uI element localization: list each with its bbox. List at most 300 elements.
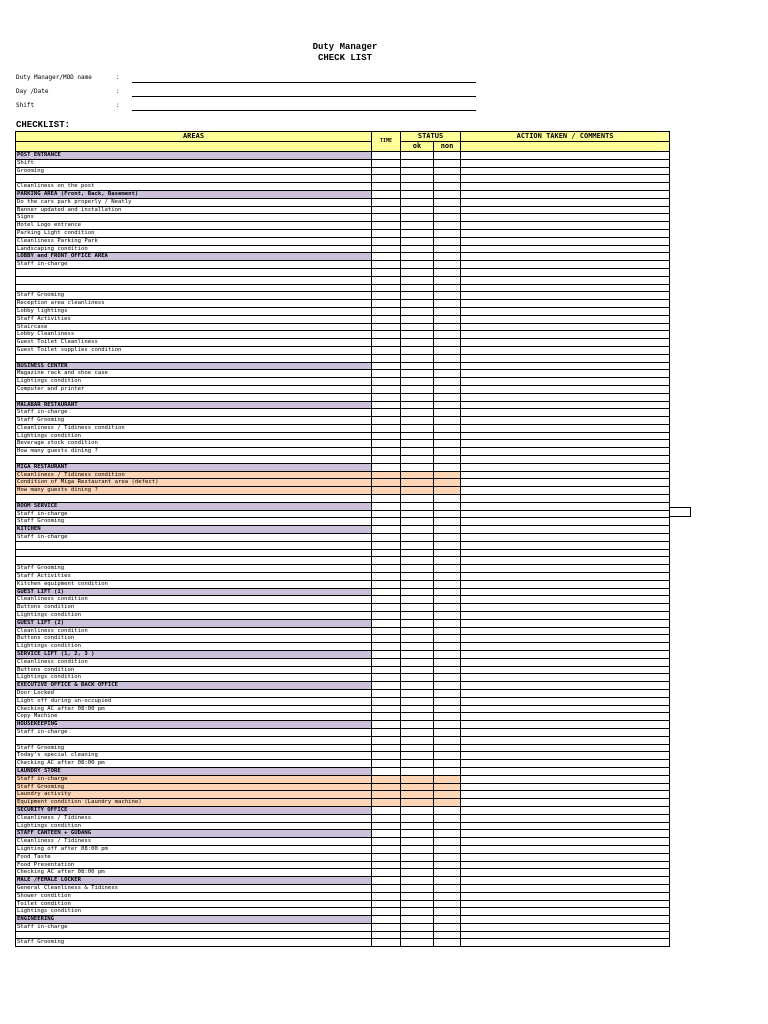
comment-cell[interactable]: [461, 596, 670, 604]
status-non-cell[interactable]: [434, 658, 461, 666]
comment-cell[interactable]: [461, 791, 670, 799]
time-cell[interactable]: [372, 752, 401, 760]
comment-cell[interactable]: [461, 900, 670, 908]
status-ok-cell[interactable]: [401, 370, 434, 378]
comment-cell[interactable]: [461, 284, 670, 292]
name-entry-cell[interactable]: [116, 268, 372, 276]
comment-cell[interactable]: [461, 385, 670, 393]
status-ok-cell[interactable]: [401, 604, 434, 612]
status-non-cell[interactable]: [434, 323, 461, 331]
status-non-cell[interactable]: [434, 167, 461, 175]
status-ok-cell[interactable]: [401, 760, 434, 768]
status-non-cell[interactable]: [434, 206, 461, 214]
status-ok-cell[interactable]: [401, 214, 434, 222]
comment-cell[interactable]: [461, 814, 670, 822]
comment-cell[interactable]: [461, 432, 670, 440]
status-ok-cell[interactable]: [401, 261, 434, 269]
comment-cell[interactable]: [461, 300, 670, 308]
status-ok-cell[interactable]: [401, 869, 434, 877]
time-cell[interactable]: [372, 869, 401, 877]
time-cell[interactable]: [372, 448, 401, 456]
time-cell[interactable]: [372, 573, 401, 581]
status-ok-cell[interactable]: [401, 674, 434, 682]
name-entry-cell[interactable]: [116, 728, 372, 736]
time-cell[interactable]: [372, 549, 401, 557]
time-cell[interactable]: [372, 378, 401, 386]
status-ok-cell[interactable]: [401, 268, 434, 276]
comment-cell[interactable]: [461, 479, 670, 487]
time-cell[interactable]: [372, 627, 401, 635]
time-cell[interactable]: [372, 541, 401, 549]
time-cell[interactable]: [372, 237, 401, 245]
status-ok-cell[interactable]: [401, 612, 434, 620]
comment-cell[interactable]: [461, 276, 670, 284]
name-entry-cell[interactable]: [116, 510, 372, 518]
comment-cell[interactable]: [461, 908, 670, 916]
time-cell[interactable]: [372, 666, 401, 674]
time-cell[interactable]: [372, 604, 401, 612]
comment-cell[interactable]: [461, 495, 670, 503]
time-cell[interactable]: [372, 222, 401, 230]
comment-cell[interactable]: [461, 549, 670, 557]
status-non-cell[interactable]: [434, 307, 461, 315]
time-cell[interactable]: [372, 892, 401, 900]
time-cell[interactable]: [372, 760, 401, 768]
status-ok-cell[interactable]: [401, 541, 434, 549]
status-ok-cell[interactable]: [401, 276, 434, 284]
time-cell[interactable]: [372, 838, 401, 846]
status-ok-cell[interactable]: [401, 229, 434, 237]
comment-cell[interactable]: [461, 705, 670, 713]
comment-cell[interactable]: [461, 869, 670, 877]
time-cell[interactable]: [372, 658, 401, 666]
status-non-cell[interactable]: [434, 245, 461, 253]
status-non-cell[interactable]: [434, 580, 461, 588]
status-ok-cell[interactable]: [401, 861, 434, 869]
status-non-cell[interactable]: [434, 432, 461, 440]
status-ok-cell[interactable]: [401, 845, 434, 853]
status-ok-cell[interactable]: [401, 237, 434, 245]
comment-cell[interactable]: [461, 292, 670, 300]
status-ok-cell[interactable]: [401, 923, 434, 931]
status-non-cell[interactable]: [434, 791, 461, 799]
name-entry-cell[interactable]: [116, 549, 372, 557]
status-non-cell[interactable]: [434, 900, 461, 908]
status-ok-cell[interactable]: [401, 744, 434, 752]
status-non-cell[interactable]: [434, 822, 461, 830]
time-cell[interactable]: [372, 276, 401, 284]
status-non-cell[interactable]: [434, 549, 461, 557]
status-ok-cell[interactable]: [401, 884, 434, 892]
comment-cell[interactable]: [461, 635, 670, 643]
status-ok-cell[interactable]: [401, 697, 434, 705]
status-ok-cell[interactable]: [401, 198, 434, 206]
time-cell[interactable]: [372, 908, 401, 916]
status-ok-cell[interactable]: [401, 596, 434, 604]
status-ok-cell[interactable]: [401, 292, 434, 300]
status-ok-cell[interactable]: [401, 510, 434, 518]
status-non-cell[interactable]: [434, 939, 461, 947]
time-cell[interactable]: [372, 424, 401, 432]
time-cell[interactable]: [372, 775, 401, 783]
comment-cell[interactable]: [461, 183, 670, 191]
status-non-cell[interactable]: [434, 424, 461, 432]
time-cell[interactable]: [372, 534, 401, 542]
status-ok-cell[interactable]: [401, 627, 434, 635]
status-ok-cell[interactable]: [401, 705, 434, 713]
name-entry-cell[interactable]: [116, 923, 372, 931]
time-cell[interactable]: [372, 331, 401, 339]
comment-cell[interactable]: [461, 565, 670, 573]
time-cell[interactable]: [372, 495, 401, 503]
time-cell[interactable]: [372, 900, 401, 908]
status-ok-cell[interactable]: [401, 206, 434, 214]
comment-cell[interactable]: [461, 534, 670, 542]
status-ok-cell[interactable]: [401, 331, 434, 339]
comment-cell[interactable]: [461, 339, 670, 347]
time-cell[interactable]: [372, 432, 401, 440]
status-ok-cell[interactable]: [401, 822, 434, 830]
status-non-cell[interactable]: [434, 331, 461, 339]
time-cell[interactable]: [372, 268, 401, 276]
status-non-cell[interactable]: [434, 612, 461, 620]
status-ok-cell[interactable]: [401, 900, 434, 908]
comment-cell[interactable]: [461, 674, 670, 682]
comment-cell[interactable]: [461, 697, 670, 705]
status-non-cell[interactable]: [434, 518, 461, 526]
status-non-cell[interactable]: [434, 495, 461, 503]
status-non-cell[interactable]: [434, 884, 461, 892]
time-cell[interactable]: [372, 417, 401, 425]
time-cell[interactable]: [372, 339, 401, 347]
comment-cell[interactable]: [461, 557, 670, 565]
comment-cell[interactable]: [461, 510, 670, 518]
status-non-cell[interactable]: [434, 557, 461, 565]
status-ok-cell[interactable]: [401, 315, 434, 323]
status-non-cell[interactable]: [434, 487, 461, 495]
comment-cell[interactable]: [461, 167, 670, 175]
status-ok-cell[interactable]: [401, 549, 434, 557]
comment-cell[interactable]: [461, 409, 670, 417]
status-non-cell[interactable]: [434, 713, 461, 721]
status-non-cell[interactable]: [434, 175, 461, 183]
time-cell[interactable]: [372, 229, 401, 237]
status-ok-cell[interactable]: [401, 580, 434, 588]
status-non-cell[interactable]: [434, 222, 461, 230]
comment-cell[interactable]: [461, 261, 670, 269]
status-non-cell[interactable]: [434, 409, 461, 417]
status-ok-cell[interactable]: [401, 853, 434, 861]
name-entry-cell[interactable]: [116, 276, 372, 284]
status-ok-cell[interactable]: [401, 728, 434, 736]
time-cell[interactable]: [372, 307, 401, 315]
comment-cell[interactable]: [461, 245, 670, 253]
status-non-cell[interactable]: [434, 229, 461, 237]
time-cell[interactable]: [372, 705, 401, 713]
status-ok-cell[interactable]: [401, 892, 434, 900]
time-cell[interactable]: [372, 487, 401, 495]
status-ok-cell[interactable]: [401, 658, 434, 666]
comment-cell[interactable]: [461, 612, 670, 620]
comment-cell[interactable]: [461, 666, 670, 674]
comment-cell[interactable]: [461, 237, 670, 245]
comment-cell[interactable]: [461, 689, 670, 697]
status-non-cell[interactable]: [434, 261, 461, 269]
name-entry-cell[interactable]: [116, 534, 372, 542]
status-non-cell[interactable]: [434, 604, 461, 612]
comment-cell[interactable]: [461, 206, 670, 214]
time-cell[interactable]: [372, 884, 401, 892]
status-non-cell[interactable]: [434, 378, 461, 386]
status-non-cell[interactable]: [434, 440, 461, 448]
status-non-cell[interactable]: [434, 346, 461, 354]
status-ok-cell[interactable]: [401, 424, 434, 432]
comment-cell[interactable]: [461, 323, 670, 331]
status-non-cell[interactable]: [434, 417, 461, 425]
comment-cell[interactable]: [461, 775, 670, 783]
name-entry-cell[interactable]: [116, 518, 372, 526]
duty-manager-name-field[interactable]: [16, 74, 476, 84]
time-cell[interactable]: [372, 861, 401, 869]
status-non-cell[interactable]: [434, 775, 461, 783]
status-non-cell[interactable]: [434, 237, 461, 245]
status-ok-cell[interactable]: [401, 167, 434, 175]
status-ok-cell[interactable]: [401, 339, 434, 347]
time-cell[interactable]: [372, 557, 401, 565]
status-ok-cell[interactable]: [401, 495, 434, 503]
comment-cell[interactable]: [461, 159, 670, 167]
comment-cell[interactable]: [461, 354, 670, 362]
comment-cell[interactable]: [461, 643, 670, 651]
comment-cell[interactable]: [461, 214, 670, 222]
time-cell[interactable]: [372, 175, 401, 183]
status-ok-cell[interactable]: [401, 814, 434, 822]
status-ok-cell[interactable]: [401, 783, 434, 791]
status-non-cell[interactable]: [434, 752, 461, 760]
status-ok-cell[interactable]: [401, 385, 434, 393]
status-non-cell[interactable]: [434, 892, 461, 900]
comment-cell[interactable]: [461, 760, 670, 768]
time-cell[interactable]: [372, 198, 401, 206]
status-non-cell[interactable]: [434, 573, 461, 581]
status-ok-cell[interactable]: [401, 393, 434, 401]
comment-cell[interactable]: [461, 783, 670, 791]
time-cell[interactable]: [372, 300, 401, 308]
name-entry-cell[interactable]: [116, 167, 372, 175]
time-cell[interactable]: [372, 939, 401, 947]
time-cell[interactable]: [372, 167, 401, 175]
status-non-cell[interactable]: [434, 869, 461, 877]
comment-cell[interactable]: [461, 923, 670, 931]
status-non-cell[interactable]: [434, 760, 461, 768]
status-non-cell[interactable]: [434, 689, 461, 697]
status-ok-cell[interactable]: [401, 307, 434, 315]
time-cell[interactable]: [372, 440, 401, 448]
status-non-cell[interactable]: [434, 268, 461, 276]
status-ok-cell[interactable]: [401, 635, 434, 643]
time-cell[interactable]: [372, 159, 401, 167]
status-non-cell[interactable]: [434, 479, 461, 487]
status-ok-cell[interactable]: [401, 300, 434, 308]
time-cell[interactable]: [372, 510, 401, 518]
comment-cell[interactable]: [461, 541, 670, 549]
status-ok-cell[interactable]: [401, 643, 434, 651]
status-ok-cell[interactable]: [401, 479, 434, 487]
time-cell[interactable]: [372, 713, 401, 721]
time-cell[interactable]: [372, 385, 401, 393]
time-cell[interactable]: [372, 409, 401, 417]
status-non-cell[interactable]: [434, 697, 461, 705]
status-ok-cell[interactable]: [401, 432, 434, 440]
status-ok-cell[interactable]: [401, 284, 434, 292]
comment-cell[interactable]: [461, 573, 670, 581]
time-cell[interactable]: [372, 261, 401, 269]
comment-cell[interactable]: [461, 853, 670, 861]
time-cell[interactable]: [372, 845, 401, 853]
comment-cell[interactable]: [461, 838, 670, 846]
name-entry-cell[interactable]: [116, 159, 372, 167]
time-cell[interactable]: [372, 736, 401, 744]
status-non-cell[interactable]: [434, 393, 461, 401]
status-non-cell[interactable]: [434, 674, 461, 682]
status-non-cell[interactable]: [434, 276, 461, 284]
status-non-cell[interactable]: [434, 510, 461, 518]
time-cell[interactable]: [372, 931, 401, 939]
comment-cell[interactable]: [461, 658, 670, 666]
time-cell[interactable]: [372, 814, 401, 822]
status-ok-cell[interactable]: [401, 378, 434, 386]
status-ok-cell[interactable]: [401, 487, 434, 495]
time-cell[interactable]: [372, 580, 401, 588]
status-non-cell[interactable]: [434, 838, 461, 846]
status-non-cell[interactable]: [434, 198, 461, 206]
time-cell[interactable]: [372, 346, 401, 354]
time-cell[interactable]: [372, 697, 401, 705]
status-ok-cell[interactable]: [401, 689, 434, 697]
status-non-cell[interactable]: [434, 159, 461, 167]
time-cell[interactable]: [372, 674, 401, 682]
status-ok-cell[interactable]: [401, 222, 434, 230]
status-non-cell[interactable]: [434, 315, 461, 323]
status-non-cell[interactable]: [434, 814, 461, 822]
comment-cell[interactable]: [461, 580, 670, 588]
status-non-cell[interactable]: [434, 861, 461, 869]
comment-cell[interactable]: [461, 728, 670, 736]
status-ok-cell[interactable]: [401, 775, 434, 783]
status-ok-cell[interactable]: [401, 931, 434, 939]
status-ok-cell[interactable]: [401, 908, 434, 916]
time-cell[interactable]: [372, 643, 401, 651]
comment-cell[interactable]: [461, 315, 670, 323]
status-ok-cell[interactable]: [401, 557, 434, 565]
status-non-cell[interactable]: [434, 908, 461, 916]
status-non-cell[interactable]: [434, 214, 461, 222]
status-non-cell[interactable]: [434, 456, 461, 464]
shift-field[interactable]: [16, 102, 476, 112]
day-date-field[interactable]: [16, 88, 476, 98]
status-non-cell[interactable]: [434, 643, 461, 651]
comment-cell[interactable]: [461, 627, 670, 635]
status-ok-cell[interactable]: [401, 417, 434, 425]
status-ok-cell[interactable]: [401, 456, 434, 464]
status-non-cell[interactable]: [434, 183, 461, 191]
status-non-cell[interactable]: [434, 744, 461, 752]
time-cell[interactable]: [372, 923, 401, 931]
status-ok-cell[interactable]: [401, 323, 434, 331]
status-ok-cell[interactable]: [401, 440, 434, 448]
time-cell[interactable]: [372, 744, 401, 752]
comment-cell[interactable]: [461, 393, 670, 401]
comment-cell[interactable]: [461, 892, 670, 900]
time-cell[interactable]: [372, 315, 401, 323]
status-non-cell[interactable]: [434, 284, 461, 292]
status-ok-cell[interactable]: [401, 666, 434, 674]
comment-cell[interactable]: [461, 424, 670, 432]
time-cell[interactable]: [372, 635, 401, 643]
status-non-cell[interactable]: [434, 666, 461, 674]
time-cell[interactable]: [372, 612, 401, 620]
status-ok-cell[interactable]: [401, 346, 434, 354]
status-ok-cell[interactable]: [401, 838, 434, 846]
status-non-cell[interactable]: [434, 354, 461, 362]
time-cell[interactable]: [372, 471, 401, 479]
status-non-cell[interactable]: [434, 736, 461, 744]
comment-cell[interactable]: [461, 799, 670, 807]
status-non-cell[interactable]: [434, 448, 461, 456]
comment-cell[interactable]: [461, 222, 670, 230]
comment-cell[interactable]: [461, 518, 670, 526]
name-entry-cell[interactable]: [116, 541, 372, 549]
status-non-cell[interactable]: [434, 565, 461, 573]
status-ok-cell[interactable]: [401, 175, 434, 183]
time-cell[interactable]: [372, 565, 401, 573]
name-entry-cell[interactable]: [116, 409, 372, 417]
time-cell[interactable]: [372, 799, 401, 807]
time-cell[interactable]: [372, 393, 401, 401]
comment-cell[interactable]: [461, 370, 670, 378]
time-cell[interactable]: [372, 323, 401, 331]
status-non-cell[interactable]: [434, 728, 461, 736]
time-cell[interactable]: [372, 822, 401, 830]
status-non-cell[interactable]: [434, 705, 461, 713]
comment-cell[interactable]: [461, 448, 670, 456]
comment-cell[interactable]: [461, 456, 670, 464]
time-cell[interactable]: [372, 354, 401, 362]
status-non-cell[interactable]: [434, 923, 461, 931]
status-ok-cell[interactable]: [401, 159, 434, 167]
status-ok-cell[interactable]: [401, 245, 434, 253]
status-non-cell[interactable]: [434, 783, 461, 791]
status-ok-cell[interactable]: [401, 573, 434, 581]
status-ok-cell[interactable]: [401, 518, 434, 526]
status-ok-cell[interactable]: [401, 799, 434, 807]
name-entry-cell[interactable]: [116, 557, 372, 565]
comment-cell[interactable]: [461, 331, 670, 339]
status-non-cell[interactable]: [434, 541, 461, 549]
time-cell[interactable]: [372, 518, 401, 526]
status-non-cell[interactable]: [434, 292, 461, 300]
status-ok-cell[interactable]: [401, 752, 434, 760]
time-cell[interactable]: [372, 479, 401, 487]
time-cell[interactable]: [372, 596, 401, 604]
status-ok-cell[interactable]: [401, 354, 434, 362]
comment-cell[interactable]: [461, 845, 670, 853]
status-ok-cell[interactable]: [401, 409, 434, 417]
comment-cell[interactable]: [461, 440, 670, 448]
time-cell[interactable]: [372, 245, 401, 253]
status-non-cell[interactable]: [434, 300, 461, 308]
comment-cell[interactable]: [461, 268, 670, 276]
